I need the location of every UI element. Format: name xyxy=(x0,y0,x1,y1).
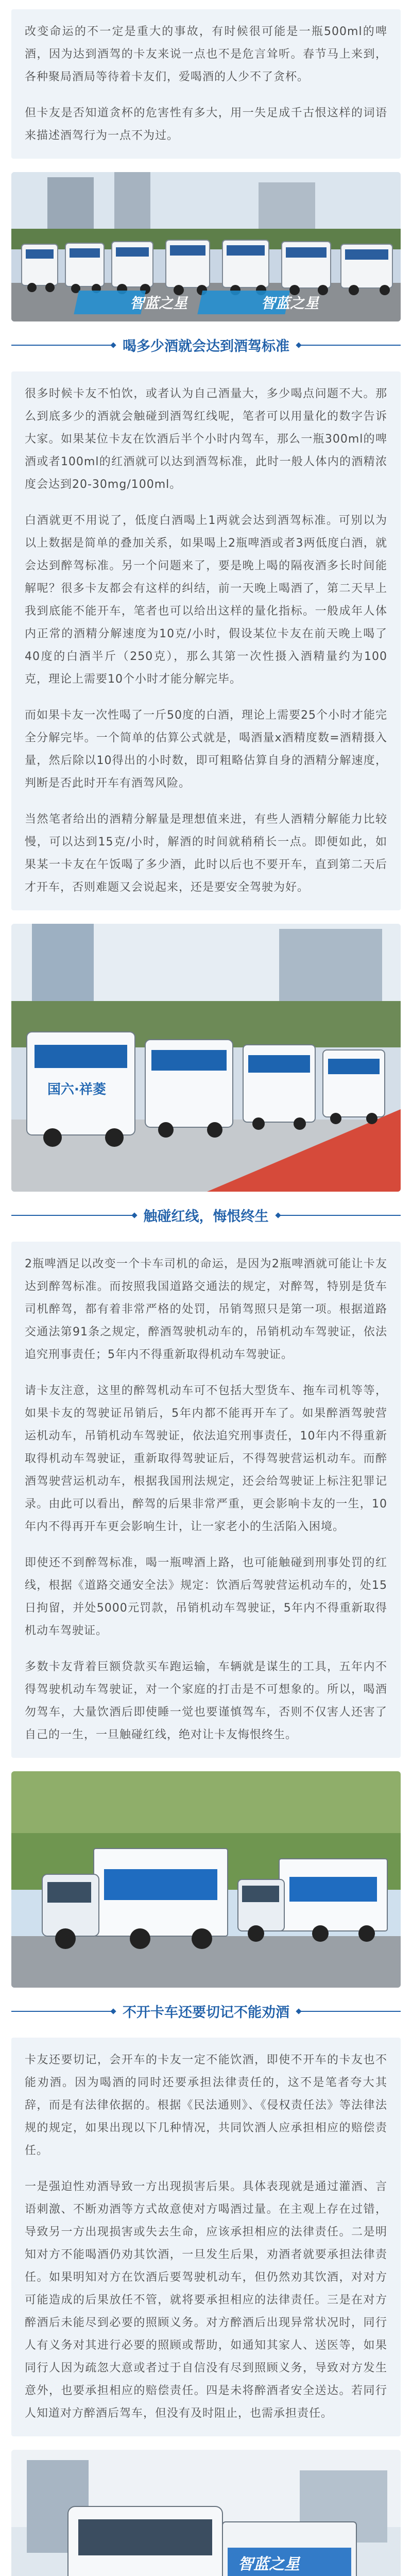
section-1-paragraph-1: 很多时候卡友不怕饮，或者认为自己酒量大，多少喝点问题不大。那么到底多少的酒就会触碰到酒驾红线呢，笔者可以用量化的数字告诉大家。如果某位卡友在饮酒后半个小时内驾车，那么一瓶300ml的啤酒或者100ml的红酒就可以达到酒驾标准，此时一般人体内的酒精浓度会达到20-30mg/100ml。 xyxy=(25,387,387,491)
section-1-paragraph-3: 而如果卡友一次性喝了一斤50度的白酒，理论上需要25个小时才能完全分解完毕。一个简单的估算公式就是，喝酒量x酒精度数=酒精摄入量，然后除以10得出的小时数，即可粗略估算自身的酒精分解速度，判断是否此时开车有酒驾风险。 xyxy=(25,709,387,790)
section-2-heading xyxy=(11,1205,401,1225)
section-2-paragraph-3: 即使还不到醉驾标准，喝一瓶啤酒上路，也可能触碰到刑事处罚的红线，根据《道路交通安全法》规定：饮酒后驾驶营运机动车的，处15日拘留，并处5000元罚款，吊销机动车驾驶证，5年内不得重新取得机动车驾驶证。 xyxy=(25,1556,387,1637)
section-3-paragraph-2: 一是强迫性劝酒导致一方出现损害后果。具体表现就是通过灌酒、言语刺激、不断劝酒等方式故意使对方喝酒过量。在主观上存在过错，导致另一方出现损害或失去生命，应该承担相应的法律责任。二是明知对方不能喝酒仍劝其饮酒，一旦发生后果，劝酒者就要承担法律责任。如果明知对方在饮酒后要驾驶机动车，但仍然劝其饮酒，对对方可能造成的后果放任不管，就将要承担相应的法律责任。三是在对方醉酒后未能尽到必要的照顾义务。对方醉酒后出现异常状况时，同行人有义务对其进行必要的照顾或帮助，如通知其家人、送医等，如果同行人因为疏忽大意或者过于自信没有尽到照顾义务，导致对方发生意外，也要承担相应的赔偿责任。四是未将醉酒者安全送达。若同行人知道对方醉酒后驾车，但没有及时阻止，也需承担责任。 xyxy=(25,2180,387,2420)
intro-paragraph-1: 改变命运的不一定是重大的事故，有时候很可能是一瓶500ml的啤酒，因为达到酒驾的卡友来说一点也不是危言耸听。春节马上来到，各种聚局酒局等待着卡友们，爱喝酒的人少不了贪杯。 xyxy=(25,25,387,83)
intro-paragraph-2: 但卡友是否知道贪杯的危害性有多大，用一失足成千古恨这样的词语来描述酒驾行为一点不为过。 xyxy=(25,107,387,142)
section-1-title: 喝多少酒就会达到酒驾标准 xyxy=(123,338,289,354)
section-3-card xyxy=(11,2038,401,2436)
photo1-banner-text-right: 智蓝之星 xyxy=(261,295,319,312)
section-2-paragraph-1: 2瓶啤酒足以改变一个卡车司机的命运，是因为2瓶啤酒就可能让卡友达到醉驾标准。而按照我国道路交通法的规定，对醉驾，特别是货车司机醉驾，都有着非常严格的处罚，吊销驾照只是第一项。根据道路交通法第91条之规定，醉酒驾驶机动车的，吊销机动车驾驶证，依法追究刑事责任；5年内不得重新取得机动车驾驶证。 xyxy=(25,1258,387,1361)
section-1-paragraph-2: 白酒就更不用说了，低度白酒喝上1两就会达到酒驾标准。可别以为以上数据是简单的叠加关系，如果喝上2瓶啤酒或者3两低度白酒，就会达到醉驾标准。另一个问题来了，要是晚上喝的隔夜酒多长时间能解呢？很多卡友都会有这样的纠结，前一天晚上喝酒了，第二天早上我到底能不能开车，笔者也可以给出这样的量化指标。一般成年人体内正常的酒精分解速度为10克/小时，假设某位卡友在前天晚上喝了40度的白酒半斤（250克），那么其第一次性摄入酒精量约为100克，理论上需要10个小时才能分解完毕。 xyxy=(25,514,387,686)
section-2-paragraph-4: 多数卡友背着巨额贷款买车跑运输，车辆就是谋生的工具，五年内不得驾驶机动车驾驶证，对一个家庭的打击是不可想象的。所以，喝酒勿驾车，大量饮酒后即使睡一觉也要谨慎驾车，否则不仅害人还害了自己的一生，一旦触碰红线，绝对让卡友悔恨终生。 xyxy=(25,1660,387,1741)
truck-closeup-illustration xyxy=(11,2450,401,2576)
truck-fleet-illustration xyxy=(11,172,401,321)
photo2-brand-text: 国六·祥菱 xyxy=(47,1082,106,1097)
heading-rule-right xyxy=(299,345,401,346)
photo-truck-fleet xyxy=(11,172,401,321)
section-3-heading xyxy=(11,2001,401,2021)
section-3-paragraph-1: 卡友还要切记，会开车的卡友一定不能饮酒，即使不开车的卡友也不能劝酒。因为喝酒的同时还要承担法律责任的，这不是笔者夸大其辞，而是有法律依据的。根据《民法通则》、《侵权责任法》等法律法规的规定，如果出现以下几种情况，共同饮酒人应承担相应的赔偿责任。 xyxy=(25,2054,387,2157)
section-3-title: 不开卡车还要切记不能劝酒 xyxy=(123,2005,289,2021)
section-2-card xyxy=(11,1242,401,1758)
box-trucks-illustration xyxy=(11,1771,401,1988)
heading-rule-right xyxy=(299,2011,401,2012)
heading-rule-left xyxy=(11,1215,134,1216)
photo1-banner-text-left: 智蓝之星 xyxy=(130,295,188,312)
heading-rule-left xyxy=(11,2011,113,2012)
photo4-banner-text: 智蓝之星 xyxy=(238,2555,300,2573)
photo-truck-closeup xyxy=(11,2450,401,2576)
photo-box-trucks xyxy=(11,1771,401,1988)
section-1-card xyxy=(11,371,401,910)
section-1-paragraph-4: 当然笔者给出的酒精分解量是理想值来进，有些人酒精分解能力比较慢，可以达到15克/小时，解酒的时间就稍稍长一点。即便如此，如果某一卡友在午饭喝了多少酒，此时以后也不要开车，直到第二天后才开车，否则难题又会说起来，还是要安全驾驶为好。 xyxy=(25,813,387,894)
section-2-title: 触碰红线，悔恨终生 xyxy=(143,1209,269,1225)
section-2-paragraph-2: 请卡友注意，这里的醉驾机动车可不包括大型货车、拖车司机等等，如果卡友的驾驶证吊销后，5年内都不能再开车了。如果醉酒驾驶营运机动车，吊销机动车驾驶证，依法追究刑事责任，10年内不得重新取得机动车驾驶证，重新取得驾驶证后，不得驾驶营运机动车。而醉酒驾驶营运机动车，根据我国刑法规定，还会给驾驶证上标注犯罪记录。由此可以看出，醉驾的后果非常严重，更会影响卡友的一生，10年内不得再开车更会影响生计，让一家老小的生活陷入困境。 xyxy=(25,1384,387,1533)
section-1-heading xyxy=(11,335,401,355)
heading-rule-right xyxy=(278,1215,401,1216)
photo-trucks-showroom xyxy=(11,924,401,1192)
trucks-showroom-illustration xyxy=(11,924,401,1192)
heading-rule-left xyxy=(11,345,113,346)
intro-card xyxy=(11,9,401,159)
